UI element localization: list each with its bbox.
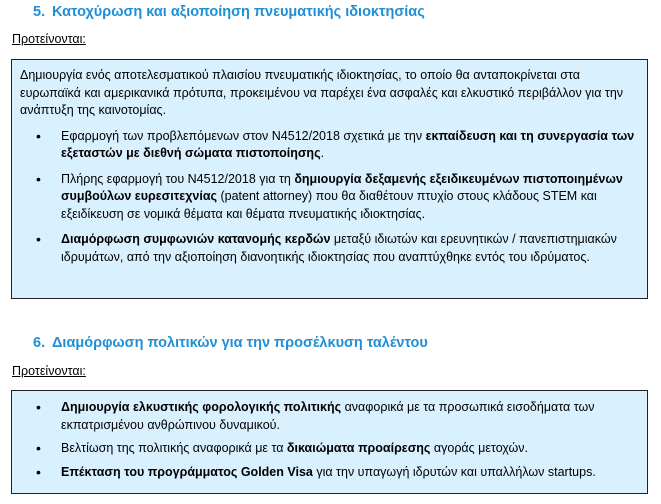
section-6-title: Διαμόρφωση πολιτικών για την προσέλκυση ταλέντου [52,335,428,351]
section-6-proposed-label: Προτείνονται: [12,364,86,378]
list-item [12,128,647,163]
section-6-box [11,390,648,494]
list-item [12,440,647,458]
section-5-bullet-list [12,128,647,267]
bullet-bold-text: Διαμόρφωση συμφωνιών κατανομής κερδών [61,232,331,246]
bullet-text: Πλήρης εφαρμογή του Ν4512/2018 για τη [61,171,295,186]
list-item [12,231,647,266]
bullet-bold-text: Επέκταση του προγράμματος Golden Visa [61,464,313,479]
bullet-icon: • [36,399,41,415]
bullet-text: αγοράς μετοχών. [430,441,529,455]
bullet-bold-text: δικαιώματα προαίρεσης [286,441,431,455]
list-item [12,464,647,482]
section-6-bullet-list [12,399,647,481]
bullet-bold-text: εκπαίδευση και τη συνεργασία των εξεταστών με διεθνή σώματα πιστοποίησης [61,128,635,160]
bullet-icon: • [36,170,41,187]
bullet-text: Βελτίωση της πολιτικής αναφορικά με τα [61,441,287,455]
section-5-intro: Δημιουργία ενός αποτελεσματικού πλαισίου πνευματικής ιδιοκτησίας, το οποίο θα ανταποκρίνεται στα ευρωπαϊκά και αμερικανικά πρότυπα, προκειμένου να παρέχει ένα ασφαλές και ελκυστικό περιβάλλον για την ανάπτυξη της καινοτομίας. [20,68,624,117]
bullet-icon: • [36,127,41,144]
section-5-number: 5. [33,4,46,20]
bullet-text: μεταξύ ιδιωτών και ερευνητικών / πανεπιστημιακών ιδρυμάτων, από την αξιοποίηση διανοητικής ιδιοκτησίας που αναπτύχθηκε εντός του ιδρύματος. [61,232,617,264]
bullet-bold-text: δημιουργία δεξαμενής εξειδικευμένων πιστοποιημένων συμβούλων ευρεσιτεχνίας [61,171,623,203]
section-5-heading [33,4,425,20]
section-5-title: Κατοχύρωση και αξιοποίηση πνευματικής ιδιοκτησίας [52,4,425,20]
list-item [12,171,647,224]
list-item [12,399,647,434]
bullet-icon: • [36,231,41,247]
bullet-text: Εφαρμογή των προβλεπόμενων στον Ν4512/2018 σχετικά με την [61,128,426,143]
bullet-text: . [320,146,325,160]
bullet-text: αναφορικά με τα προσωπικά εισοδήματα των εκπατρισμένου ανθρώπινου δυναμικού. [61,400,595,432]
section-6-number: 6. [33,335,46,351]
bullet-text: για την υπαγωγή ιδρυτών και υπαλλήλων startups. [312,464,596,479]
section-6-heading [33,335,428,351]
section-5-proposed-label: Προτείνονται: [12,32,86,46]
bullet-bold-text: Δημιουργία ελκυστικής φορολογικής πολιτικής [61,400,342,414]
section-5-box [11,59,648,299]
bullet-text: (patent attorney) που θα διαθέτουν πτυχίο στους κλάδους STEM και εξειδίκευση σε νομικά θέματα και θέματα πνευματικής ιδιοκτησίας. [61,189,597,221]
bullet-icon: • [36,440,41,456]
bullet-icon: • [36,463,41,480]
